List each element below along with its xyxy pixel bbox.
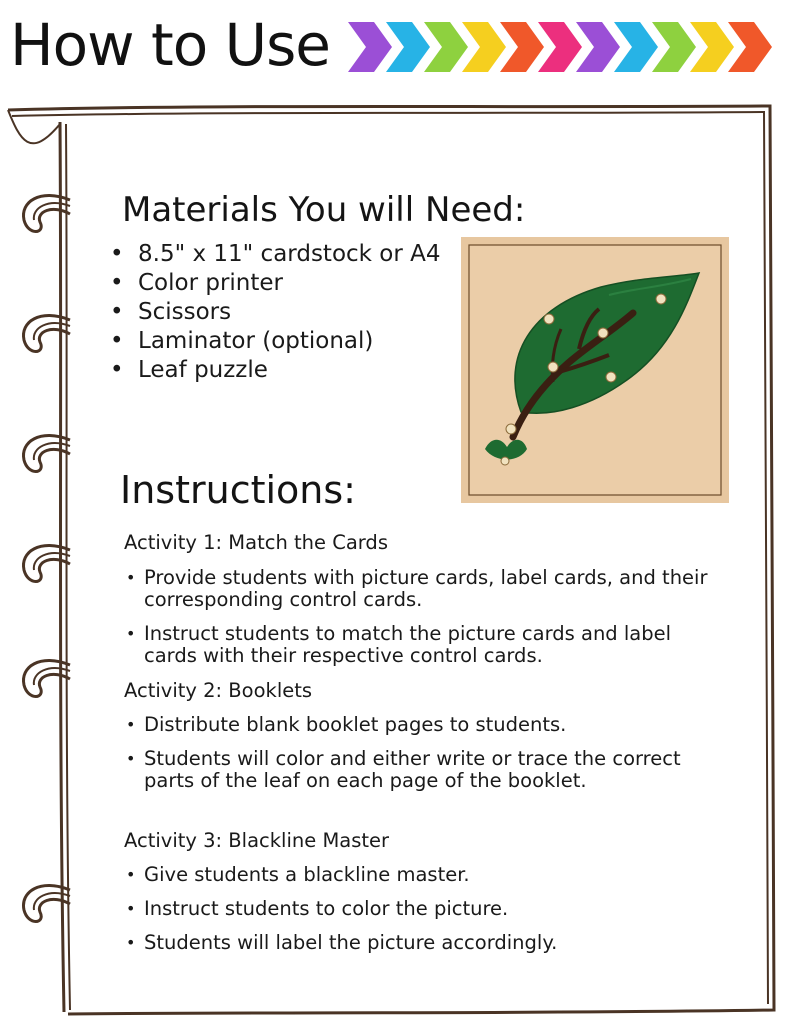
- list-item: • Laminator (optional): [110, 327, 460, 356]
- list-item: • Scissors: [110, 298, 460, 327]
- chevron-arrow: [614, 22, 658, 72]
- chevron-arrow: [576, 22, 620, 72]
- instructions-heading: Instructions:: [120, 468, 356, 512]
- list-item: • Leaf puzzle: [110, 356, 460, 385]
- chevron-arrow: [424, 22, 468, 72]
- activity-3-title: Activity 3: Blackline Master: [124, 829, 390, 852]
- activity-1-title: Activity 1: Match the Cards: [124, 531, 388, 554]
- chevron-arrow: [690, 22, 734, 72]
- spiral-ring: [23, 196, 70, 232]
- spiral-ring: [23, 661, 70, 697]
- activity-1-steps: [124, 567, 724, 679]
- materials-list: [110, 240, 460, 385]
- chevron-arrow: [500, 22, 544, 72]
- list-item: • 8.5" x 11" cardstock or A4: [110, 240, 460, 269]
- activity-2-steps: [124, 714, 724, 804]
- chevron-arrow: [728, 22, 772, 72]
- chevron-arrow: [652, 22, 696, 72]
- chevron-banner: [348, 18, 778, 76]
- chevron-arrow: [462, 22, 506, 72]
- chevron-arrow: [538, 22, 582, 72]
- materials-heading: Materials You will Need:: [122, 190, 526, 230]
- page-title: How to Use: [10, 11, 330, 79]
- activity-3-steps: [124, 864, 724, 966]
- leaf-puzzle-image: [461, 237, 729, 503]
- chevron-arrow: [386, 22, 430, 72]
- list-item: • Color printer: [110, 269, 460, 298]
- list-item: • Instruct students to match the picture cards and label cards with their respective control cards.: [124, 623, 724, 667]
- spiral-ring: [23, 316, 70, 352]
- spiral-ring: [23, 436, 70, 472]
- list-item: • Students will label the picture accordingly.: [124, 932, 724, 954]
- spiral-ring: [23, 546, 70, 582]
- list-item: • Provide students with picture cards, label cards, and their corresponding control cards.: [124, 567, 724, 611]
- list-item: • Give students a blackline master.: [124, 864, 724, 886]
- list-item: • Distribute blank booklet pages to students.: [124, 714, 724, 736]
- chevron-arrow: [348, 22, 392, 72]
- activity-2-title: Activity 2: Booklets: [124, 679, 313, 702]
- list-item: • Students will color and either write or trace the correct parts of the leaf on each page of the booklet.: [124, 748, 724, 792]
- list-item: • Instruct students to color the picture.: [124, 898, 724, 920]
